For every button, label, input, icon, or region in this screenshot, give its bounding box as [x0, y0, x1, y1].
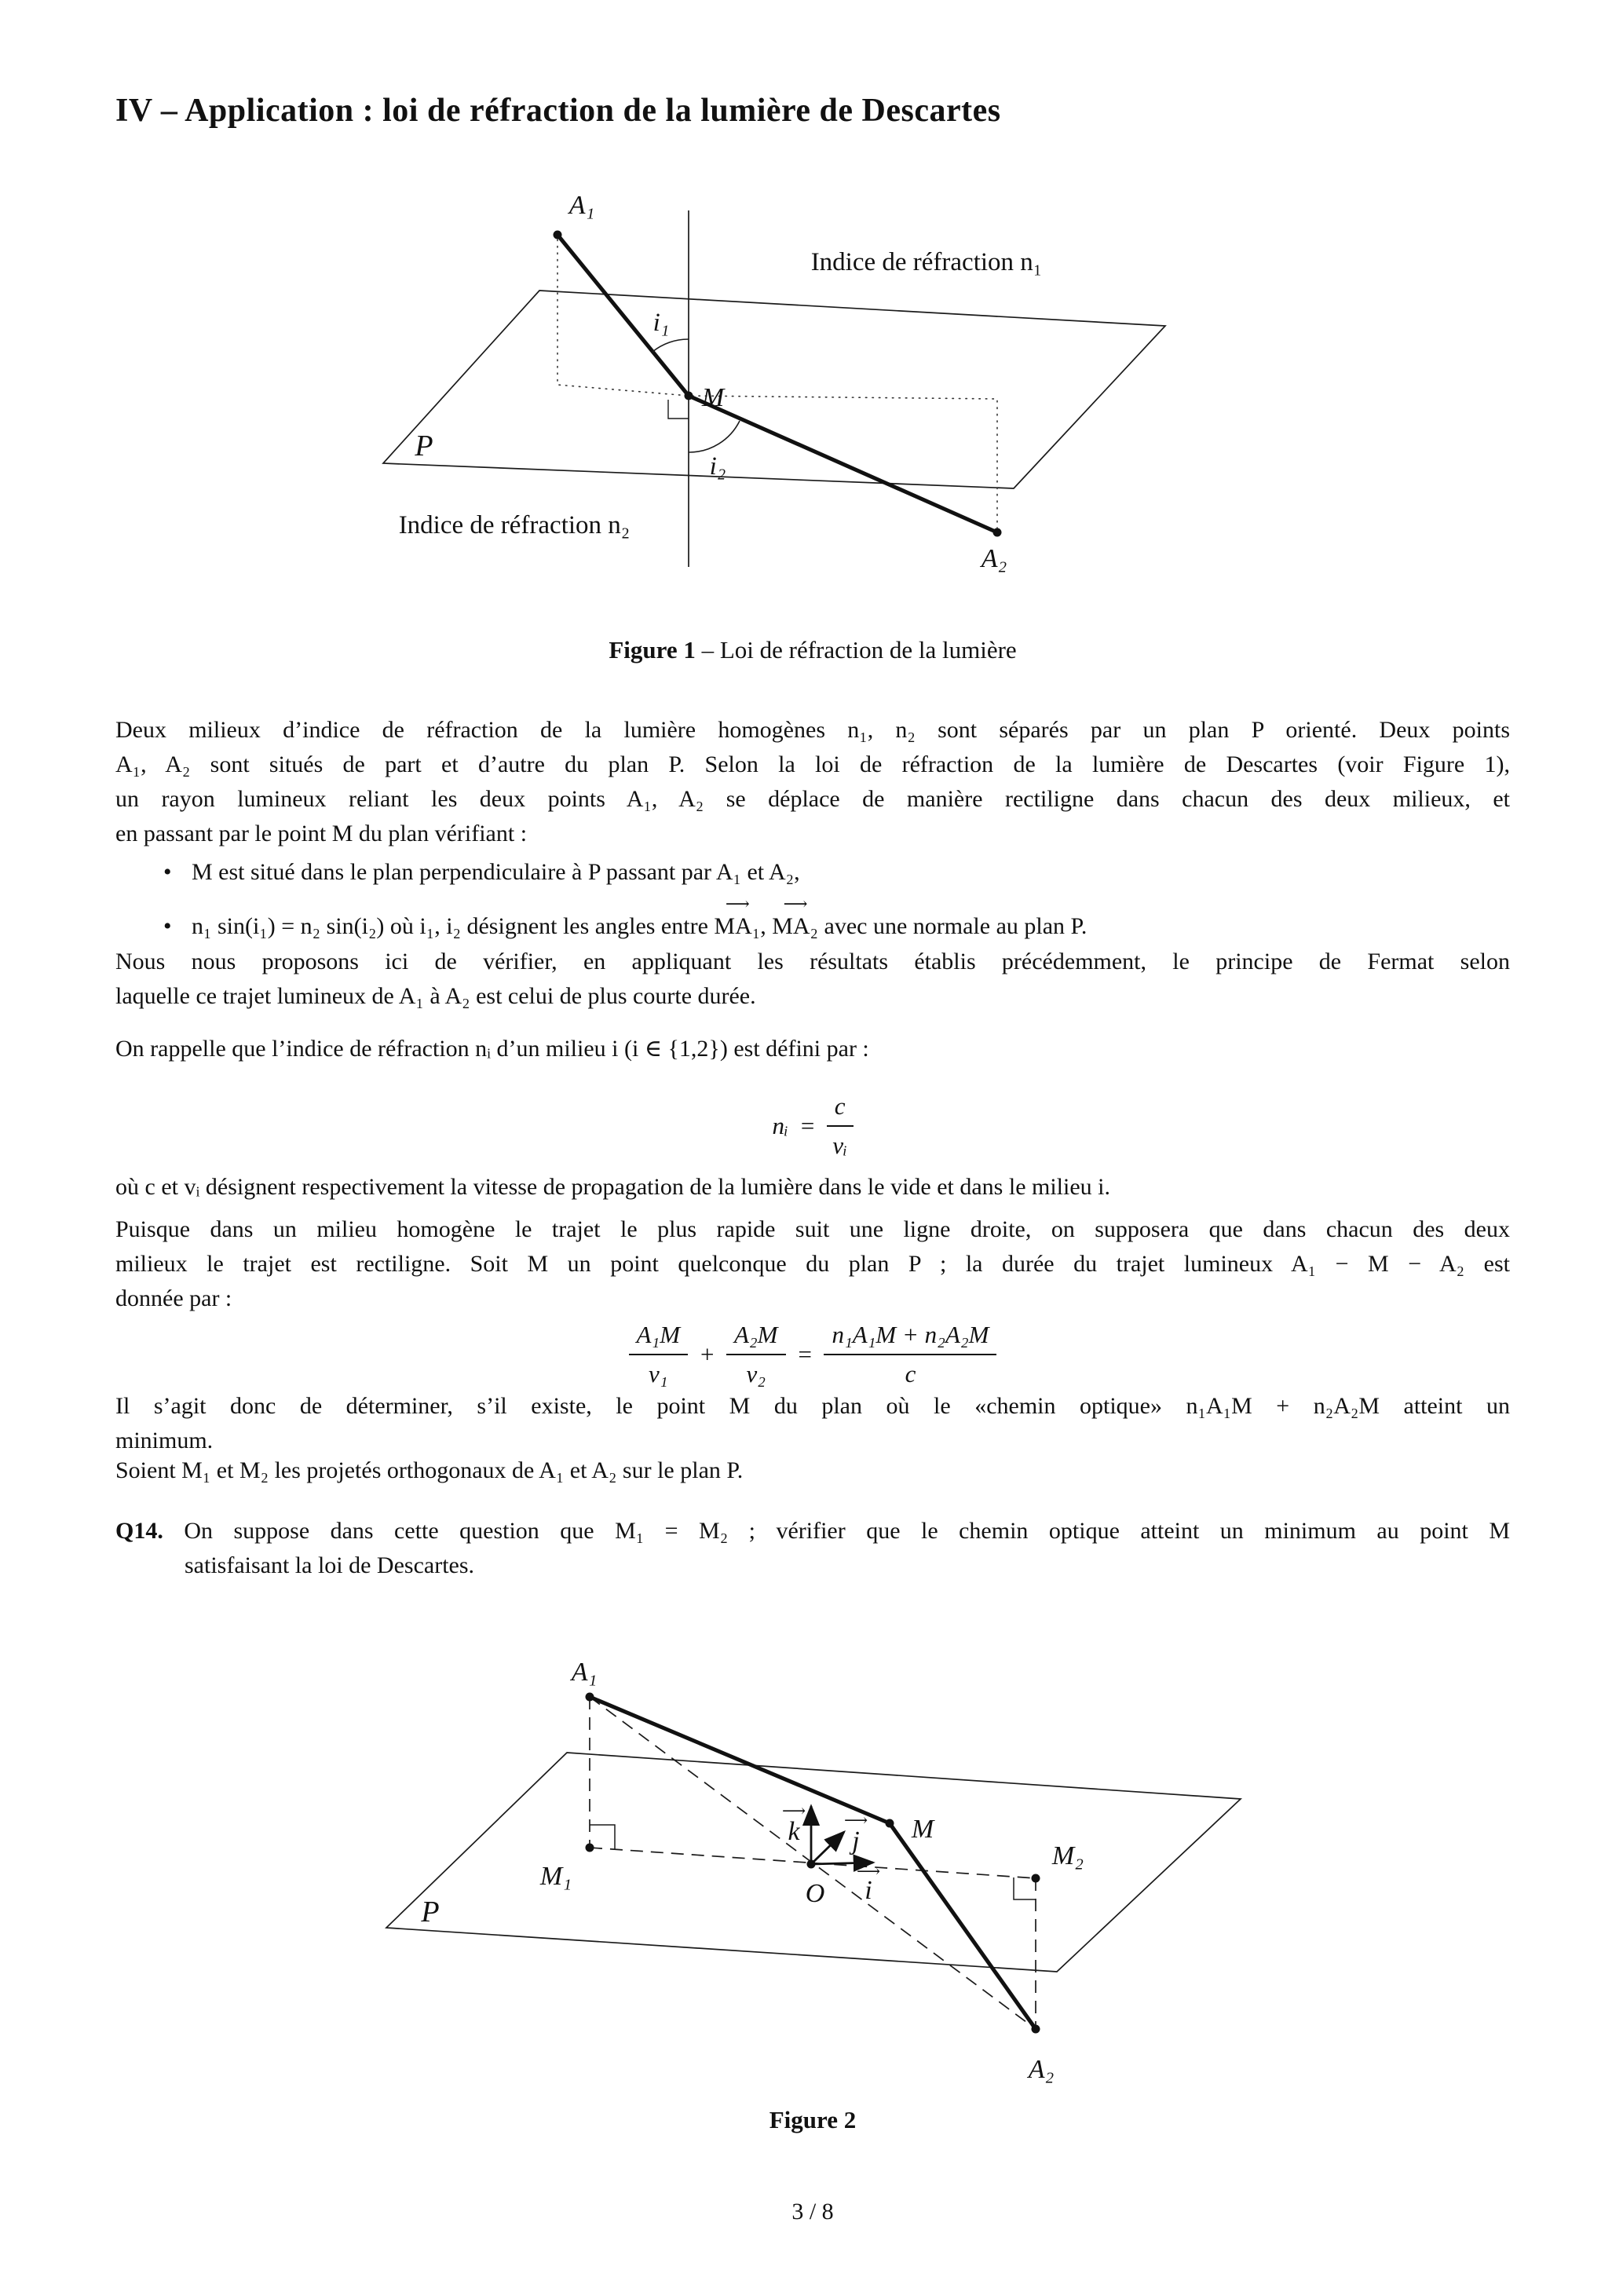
- paragraph-minimum: [115, 1389, 1510, 1458]
- fig1-angle-arc-i2: [689, 421, 740, 452]
- vector-arrow-icon: ⟶: [783, 894, 807, 913]
- fig2-label-m2: M₂: [1051, 1841, 1084, 1870]
- question-q14: [115, 1514, 1510, 1583]
- paragraph-fermat: [115, 945, 1510, 1014]
- fig1-light-ray: [557, 235, 997, 532]
- eq2-f1-den: v₁: [649, 1360, 668, 1387]
- fig2-j-arrow-icon: ⟶: [843, 1811, 868, 1830]
- bullet-item-2: [163, 894, 1510, 944]
- vector-ma1: [714, 894, 761, 944]
- eq2-plus: +: [699, 1340, 715, 1368]
- paragraph-line: Il s’agit donc de déterminer, s’il existe, le point M du plan où le «chemin optique» n₁A₁M + n₂A₂M atteint un: [115, 1393, 1510, 1419]
- equation-optical-path: [115, 1320, 1510, 1389]
- q14-line1: [115, 1514, 1510, 1548]
- fig2-label-m: M: [911, 1815, 934, 1844]
- fig2-label-i: i: [865, 1876, 872, 1905]
- fig2-point-a1: [586, 1693, 594, 1702]
- paragraph-line: un rayon lumineux reliant les deux points A₁, A₂ se déplace de manière rectiligne dans chacun des deux milieux, et: [115, 786, 1510, 812]
- vector-ma2-text: MA₂: [772, 913, 819, 939]
- paragraph-line: Nous nous proposons ici de vérifier, en appliquant les résultats établis précédemment, le principe de Fermat selon: [115, 949, 1510, 974]
- fig2-label-m1: M₁: [539, 1862, 572, 1891]
- paragraph-line: où c et vᵢ désignent respectivement la vitesse de propagation de la lumière dans le vide et dans le milieu i.: [115, 1174, 1111, 1200]
- eq2-fraction3: [824, 1320, 996, 1389]
- bullet2-post: avec une normale au plan P.: [818, 913, 1087, 939]
- eq2-f3-den: c: [905, 1360, 916, 1387]
- eq2-fraction2: [726, 1320, 786, 1389]
- vector-ma1-text: MA₁: [714, 913, 761, 939]
- figure1-diagram: [298, 181, 1335, 620]
- eq1-numerator: c: [827, 1091, 854, 1127]
- fig2-label-k: k: [788, 1817, 800, 1846]
- fig2-point-m: [886, 1819, 894, 1828]
- eq1-denominator: vᵢ: [832, 1132, 847, 1159]
- q14-line2: satisfaisant la loi de Descartes.: [185, 1552, 475, 1578]
- paragraph-line: en passant par le point M du plan vérifiant :: [115, 821, 528, 846]
- paragraph-projections: [115, 1453, 1510, 1488]
- paragraph-duration: [115, 1212, 1510, 1316]
- paragraph-line: laquelle ce trajet lumineux de A₁ à A₂ est celui de plus courte durée.: [115, 983, 756, 1009]
- eq2-f2-den: v₂: [746, 1360, 766, 1387]
- fig1-plane: [383, 291, 1165, 488]
- fig1-label-a1: A₁: [568, 191, 595, 220]
- paragraph-speeds: [115, 1170, 1510, 1205]
- bullet-icon: •: [163, 859, 172, 885]
- paragraph-line: minimum.: [115, 1428, 214, 1453]
- fig2-label-o: O: [805, 1879, 825, 1908]
- paragraph-intro: [115, 713, 1510, 851]
- figure1-caption-text: – Loi de réfraction de la lumière: [695, 636, 1017, 664]
- fig1-point-a1: [554, 231, 562, 239]
- eq2-f2-num: A₂M: [726, 1320, 786, 1355]
- fig2-point-a2: [1032, 2025, 1040, 2034]
- fig2-k-arrow-icon: ⟶: [781, 1801, 806, 1820]
- eq1-equals: =: [799, 1112, 816, 1139]
- bullet-icon: •: [163, 913, 172, 939]
- fig1-right-angle-mark: [668, 400, 689, 419]
- paragraph-definition: [115, 1032, 1510, 1066]
- figure2-diagram: [345, 1649, 1335, 2089]
- fig2-point-o: [807, 1860, 816, 1869]
- fig1-point-m: [685, 392, 693, 400]
- figure1-caption-label: Figure 1: [609, 636, 696, 664]
- page-number: 3 / 8: [791, 2199, 834, 2225]
- figure1-caption: [115, 633, 1510, 667]
- fig2-label-plane-p: P: [421, 1896, 440, 1929]
- vector-ma2: [772, 894, 819, 944]
- paragraph-line: Puisque dans un milieu homogène le trajet le plus rapide suit une ligne droite, on supposera que dans chacun des deux: [115, 1216, 1510, 1242]
- bullet-item-1: [163, 855, 1510, 890]
- fig1-label-a2: A₂: [981, 544, 1007, 573]
- paragraph-line: On rappelle que l’indice de réfraction nᵢ d’un milieu i (i ∈ {1,2}) est défini par :: [115, 1036, 869, 1062]
- equation-refractive-index: [115, 1091, 1510, 1161]
- fig2-point-m1: [586, 1844, 594, 1852]
- eq2-fraction1: [629, 1320, 689, 1389]
- fig2-vector-j: [811, 1832, 844, 1864]
- vector-arrow-icon: ⟶: [725, 894, 749, 913]
- fig2-label-j: j: [852, 1826, 860, 1855]
- paragraph-line: donnée par :: [115, 1285, 232, 1311]
- fig1-label-medium2: Indice de réfraction n₂: [398, 511, 631, 539]
- paragraph-line: A₁, A₂ sont situés de part et d’autre du plan P. Selon la loi de réfraction de la lumière de Descartes (voir Figure 1),: [115, 751, 1510, 777]
- paragraph-line: Soient M₁ et M₂ les projetés orthogonaux de A₁ et A₂ sur le plan P.: [115, 1457, 744, 1483]
- q14-text1: On suppose dans cette question que M₁ = M₂ ; vérifier que le chemin optique atteint un minimum au point M: [184, 1518, 1511, 1544]
- eq1-lhs: nᵢ: [772, 1112, 788, 1139]
- fig1-label-i2: i₂: [709, 452, 726, 481]
- bullet1-text: M est situé dans le plan perpendiculaire à P passant par A₁ et A₂,: [192, 859, 800, 885]
- fig2-label-a1: A₁: [571, 1658, 598, 1687]
- eq2-equals: =: [796, 1340, 813, 1368]
- eq2-f1-num: A₁M: [629, 1320, 689, 1355]
- eq1-fraction: [827, 1091, 854, 1161]
- q14-label: Q14.: [115, 1518, 163, 1544]
- fig2-label-a2: A₂: [1028, 2055, 1055, 2084]
- bullet2-pre: n₁ sin(i₁) = n₂ sin(i₂) où i₁, i₂ désignent les angles entre: [192, 913, 715, 939]
- fig1-label-m: M: [701, 383, 725, 412]
- paragraph-line: milieux le trajet est rectiligne. Soit M un point quelconque du plan P ; la durée du trajet lumineux A₁ − M − A₂ est: [115, 1251, 1510, 1277]
- fig1-point-a2: [993, 528, 1002, 537]
- fig2-point-m2: [1032, 1874, 1040, 1883]
- fig2-i-arrow-icon: ⟶: [856, 1862, 881, 1881]
- section-title: IV – Application : loi de réfraction de la lumière de Descartes: [115, 93, 1001, 129]
- fig1-label-i1: i₁: [652, 309, 670, 337]
- fig1-label-plane-p: P: [415, 430, 433, 462]
- fig1-label-medium1: Indice de réfraction n₁: [810, 248, 1043, 276]
- paragraph-line: Deux milieux d’indice de réfraction de la lumière homogènes n₁, n₂ sont séparés par un plan P orienté. Deux points: [115, 717, 1510, 743]
- bullet2-sep: ,: [760, 913, 773, 939]
- figure2-caption: Figure 2: [769, 2106, 857, 2133]
- fig1-angle-arc-i1: [652, 339, 689, 352]
- fig1-projection-dotted: [557, 239, 997, 528]
- eq2-f3-num: n₁A₁M + n₂A₂M: [824, 1320, 996, 1355]
